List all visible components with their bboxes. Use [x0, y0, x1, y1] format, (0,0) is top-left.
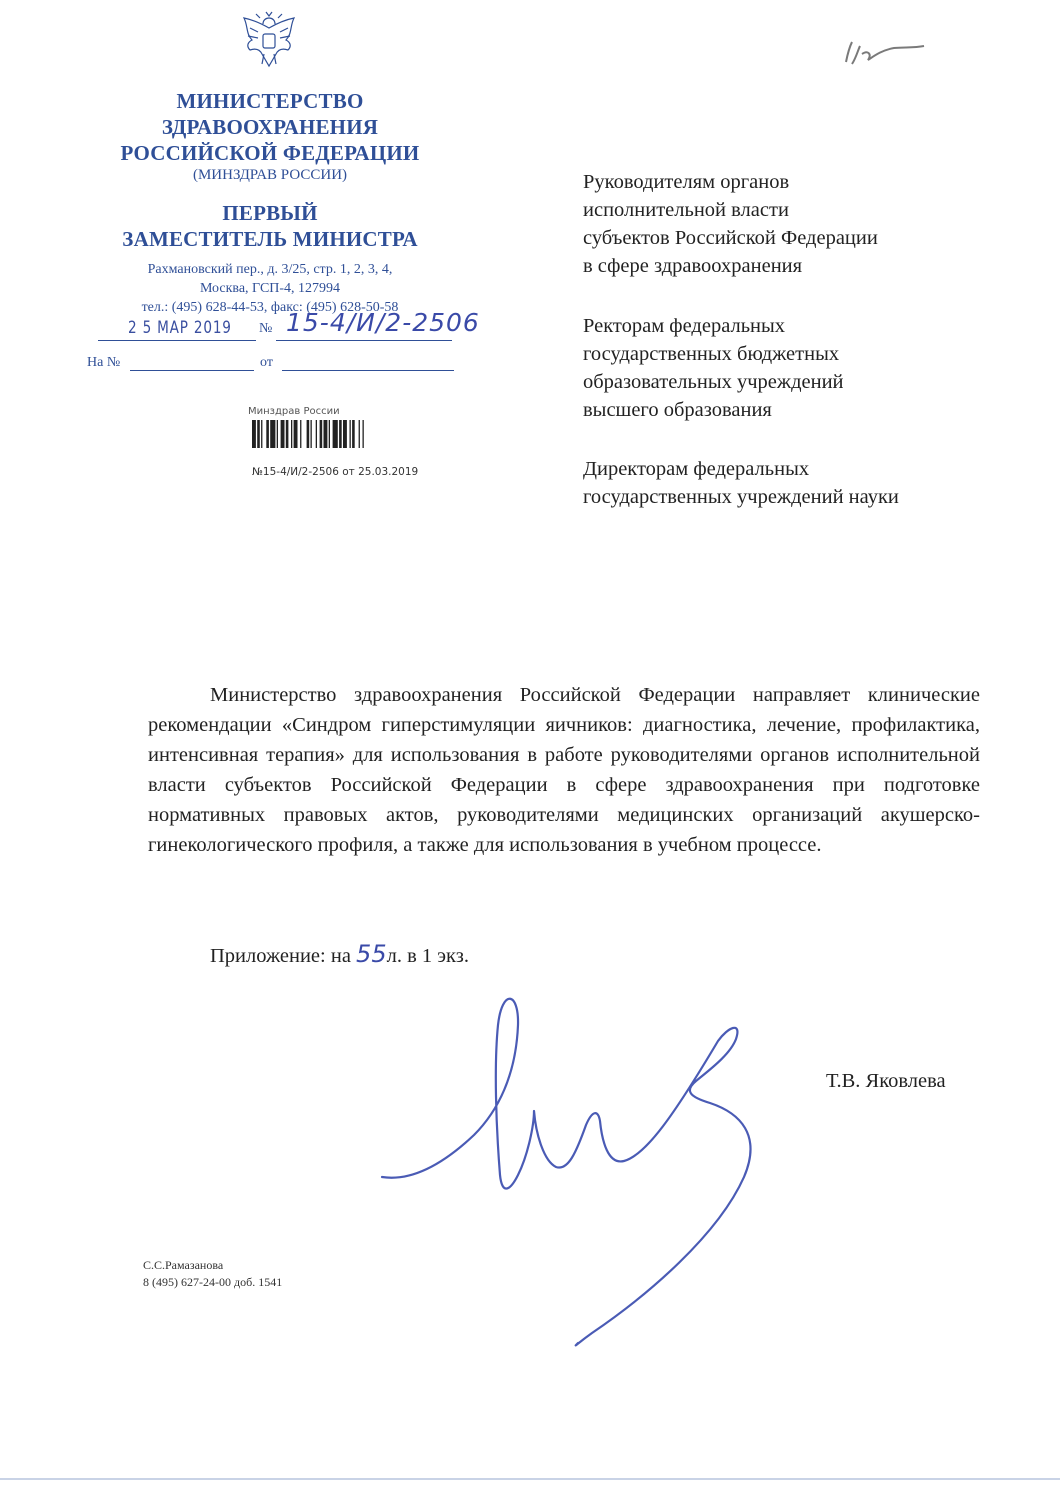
letter-body-paragraph: Министерство здравоохранения Российской Федерации направляет клинические рекомендации «Синдром гиперстимуляции яичников: диагностика, лечение, профилактика, интенсивная терапия» для использования в работе руководителями органов исполнительной власти субъектов Российской Федерации в сфере здравоохранения при подготовке нормативных правовых актов, руководителями медицинских организаций акушерско-гинекологического профиля, а также для использования в учебном процессе.: [148, 684, 980, 856]
address-line1: Рахмановский пер., д. 3/25, стр. 1, 2, 3, 4,: [147, 262, 393, 277]
addressee-group-directors: [583, 455, 899, 511]
ministry-name-line3: РОССИЙСКОЙ ФЕДЕРАЦИИ: [120, 141, 420, 165]
reference-number-underline: [130, 370, 254, 371]
addressee-line: Ректорам федеральных: [583, 315, 786, 337]
attachment-prefix: Приложение: на: [210, 945, 357, 967]
barcode-caption-top: Минздрав России: [248, 406, 340, 417]
reference-date-label: от: [260, 355, 273, 370]
handwritten-outgoing-number: 15-4/И/2-2506: [286, 308, 480, 337]
addressee-line: государственных бюджетных: [583, 343, 840, 365]
number-underline: [276, 340, 452, 341]
date-stamp: 2 5 МАР 2019: [128, 318, 232, 338]
addressee-line: исполнительной власти: [583, 199, 789, 221]
addressee-group-rectors: [583, 312, 844, 424]
addressee-line: высшего образования: [583, 399, 772, 421]
phone-fax-line: тел.: (495) 628-44-53, факс: (495) 628-50-58: [141, 300, 399, 315]
ministry-name-line2: ЗДРАВООХРАНЕНИЯ: [161, 115, 379, 139]
position-line1: ПЕРВЫЙ: [222, 201, 318, 225]
addressee-line: государственных учреждений науки: [583, 486, 899, 508]
ministry-short-name: (МИНЗДРАВ РОССИИ): [192, 167, 348, 183]
handwritten-mark-icon: [838, 34, 928, 74]
page-bottom-edge: [0, 1478, 1060, 1480]
number-label: №: [259, 321, 273, 336]
attachment-line: [210, 940, 469, 968]
barcode-icon: [248, 418, 418, 450]
addressee-line: Руководителям органов: [583, 171, 790, 193]
attachment-page-count: 55: [356, 940, 387, 968]
signature-icon: [378, 985, 778, 1375]
address-line2: Москва, ГСП-4, 127994: [199, 281, 341, 296]
date-underline: [98, 340, 256, 341]
reference-date-underline: [282, 370, 454, 371]
addressee-line: Директорам федеральных: [583, 458, 810, 480]
addressee-line: субъектов Российской Федерации: [583, 227, 878, 249]
addressee-line: в сфере здравоохранения: [583, 255, 803, 277]
barcode-caption: №15-4/И/2-2506 от 25.03.2019: [252, 466, 419, 478]
coat-of-arms-icon: [236, 10, 302, 74]
addressee-line: образовательных учреждений: [583, 371, 844, 393]
contact-phone: 8 (495) 627-24-00 доб. 1541: [143, 1275, 283, 1289]
reference-number-label: На №: [87, 355, 121, 370]
contact-person: С.С.Рамазанова: [143, 1258, 224, 1272]
attachment-suffix: л. в 1 экз.: [386, 945, 469, 967]
signatory-name: Т.В. Яковлева: [826, 1070, 946, 1092]
position-line2: ЗАМЕСТИТЕЛЬ МИНИСТРА: [122, 227, 418, 251]
ministry-name-line1: МИНИСТЕРСТВО: [176, 89, 364, 113]
addressee-group-health-authorities: [583, 168, 878, 280]
